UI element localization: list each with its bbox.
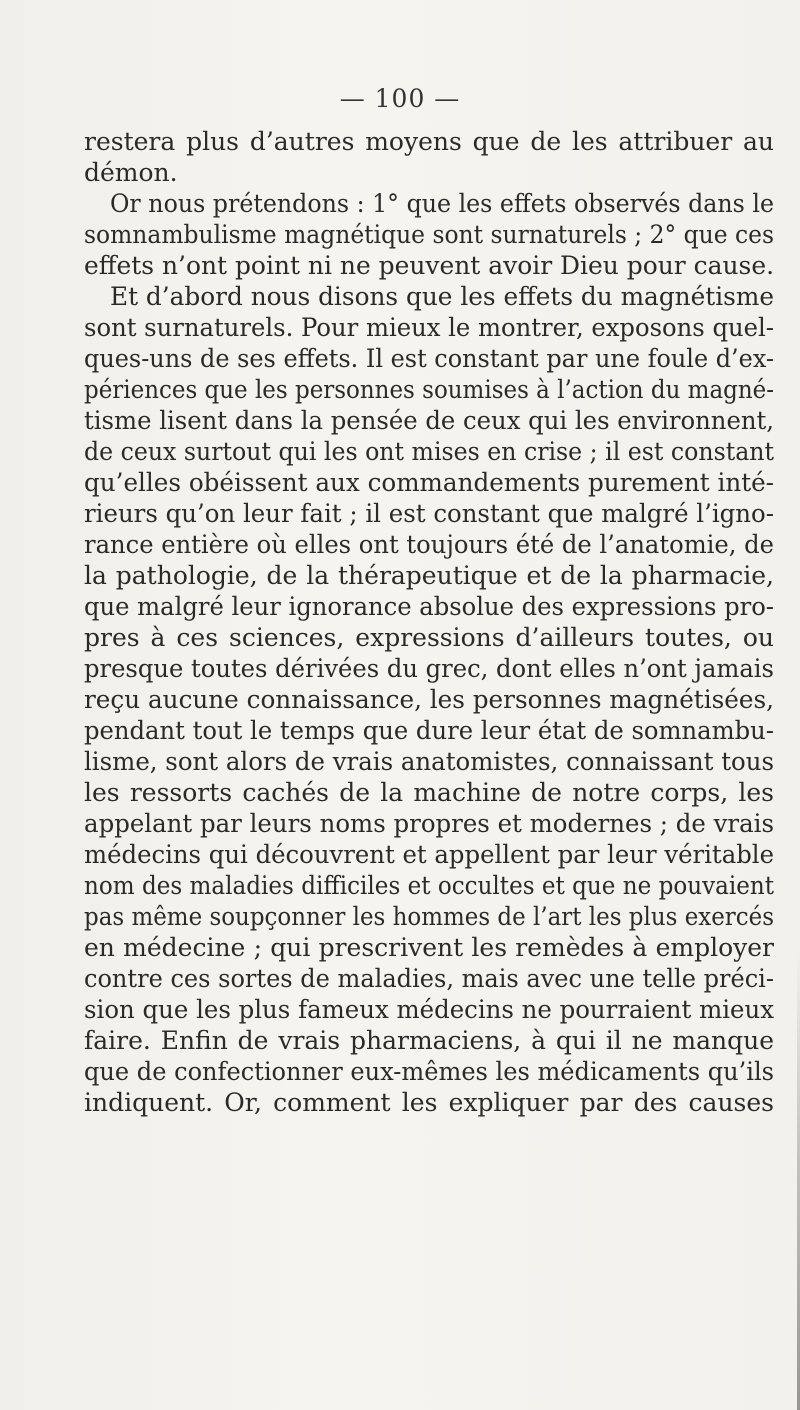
text-line: sont surnaturels. Pour mieux le montrer, exposons quel-	[84, 313, 774, 342]
text-line: Et d’abord nous disons que les effets du magnétisme	[110, 282, 774, 311]
text-line: presque toutes dérivées du grec, dont elles n’ont jamais	[84, 654, 774, 683]
text-line: pendant tout le temps que dure leur état de somnambu-	[84, 716, 774, 745]
text-line: Or nous prétendons : 1° que les effets observés dans le	[110, 189, 774, 218]
text-line: pres à ces sciences, expressions d’ailleurs toutes, ou	[84, 623, 774, 652]
text-line: qu’elles obéissent aux commandements purement inté-	[84, 468, 774, 497]
text-line: rance entière où elles ont toujours été de l’anatomie, de	[84, 530, 774, 559]
text-line: pas même soupçonner les hommes de l’art les plus exercés	[84, 902, 774, 931]
text-line: restera plus d’autres moyens que de les attribuer au	[84, 127, 774, 156]
text-line: somnambulisme magnétique sont surnaturels ; 2° que ces	[84, 220, 774, 249]
page-number: — 100 —	[339, 84, 461, 113]
text-line: lisme, sont alors de vrais anatomistes, connaissant tous	[84, 747, 774, 776]
text-line: effets n’ont point ni ne peuvent avoir Dieu pour cause.	[84, 251, 774, 280]
text-line: de ceux surtout qui les ont mises en crise ; il est constant	[84, 437, 774, 466]
text-line: médecins qui découvrent et appellent par leur véritable	[84, 840, 774, 869]
text-line: contre ces sortes de maladies, mais avec une telle préci-	[84, 964, 774, 993]
text-line: faire. Enfin de vrais pharmaciens, à qui il ne manque	[84, 1026, 774, 1055]
text-line: périences que les personnes soumises à l’action du magné-	[84, 375, 774, 404]
text-line: démon.	[84, 158, 178, 187]
text-line: appelant par leurs noms propres et modernes ; de vrais	[84, 809, 774, 838]
text-line: indiquent. Or, comment les expliquer par des causes	[84, 1088, 774, 1117]
text-line: que de confectionner eux-mêmes les médicaments qu’ils	[84, 1057, 774, 1086]
text-line: nom des maladies difficiles et occultes et que ne pouvaient	[84, 871, 774, 900]
text-line: en médecine ; qui prescrivent les remèdes à employer	[84, 933, 774, 962]
text-line: tisme lisent dans la pensée de ceux qui les environnent,	[84, 406, 774, 435]
text-line: les ressorts cachés de la machine de notre corps, les	[84, 778, 774, 807]
body-text	[84, 126, 774, 1118]
text-line: sion que les plus fameux médecins ne pourraient mieux	[84, 995, 774, 1024]
text-line: rieurs qu’on leur fait ; il est constant que malgré l’igno-	[84, 499, 774, 528]
text-line: que malgré leur ignorance absolue des expressions pro-	[84, 592, 774, 621]
text-line: reçu aucune connaissance, les personnes magnétisées,	[84, 685, 774, 714]
text-line: la pathologie, de la thérapeutique et de la pharmacie,	[84, 561, 774, 590]
text-line: ques-uns de ses effets. Il est constant par une foule d’ex-	[84, 344, 774, 373]
